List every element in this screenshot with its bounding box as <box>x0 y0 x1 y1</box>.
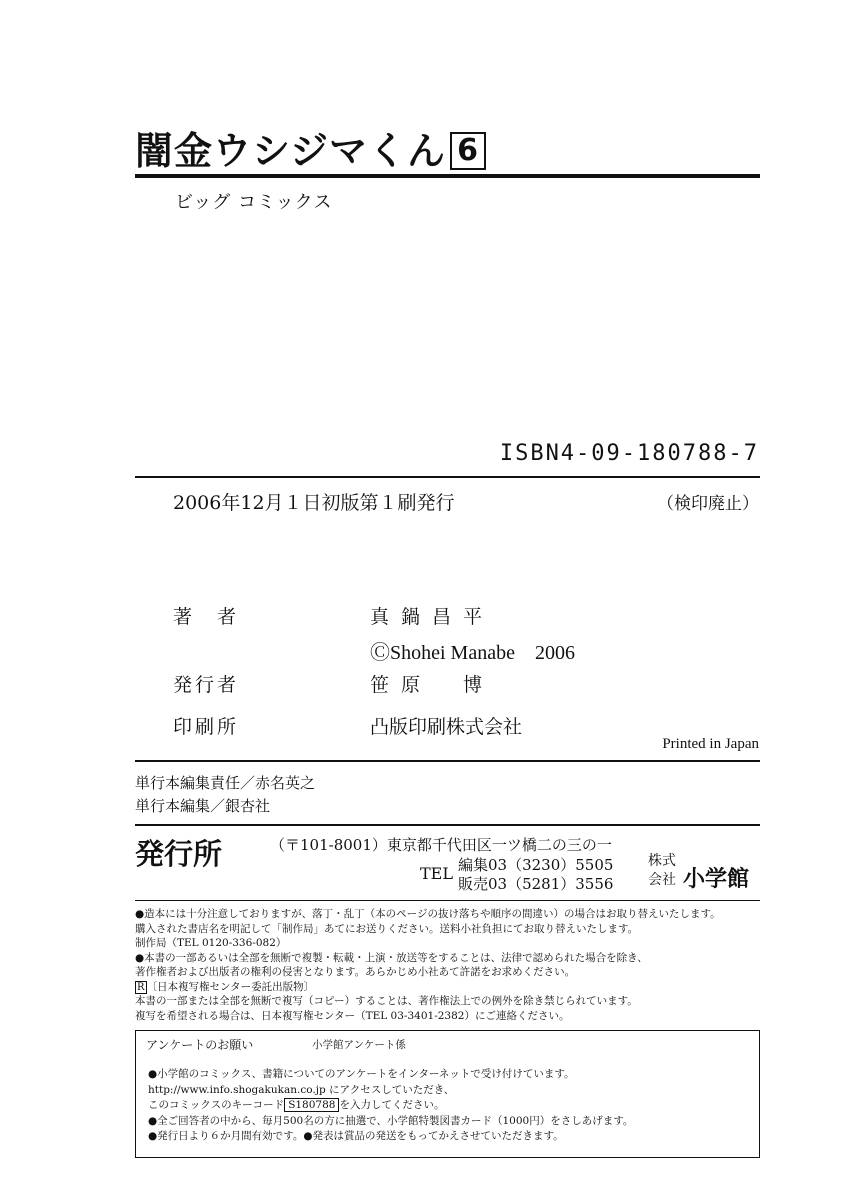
publisher-heading: 発行所 <box>135 837 223 871</box>
isbn-rule <box>135 476 760 478</box>
credits-rule <box>135 760 760 762</box>
isbn: ISBN4-09-180788-7 <box>499 441 759 466</box>
series-name: ビッグ コミックス <box>175 192 333 213</box>
printed-in-japan: Printed in Japan <box>662 736 759 752</box>
copyright-line: ⒸShohei Manabe 2006 <box>370 642 575 664</box>
notes-rule <box>135 900 760 901</box>
r-mark: R <box>137 981 145 993</box>
jrrc-label: 〔日本複写権センター委託出版物〕 <box>146 980 315 993</box>
volume-number: 6 <box>450 132 486 170</box>
publisher-rule <box>135 824 760 826</box>
note-line: ●本書の一部あるいは全部を無断で複製・転載・上演・放送等をすることは、法律で認められた場合を除き、 <box>135 951 648 964</box>
credit-label-author: 著 者 <box>173 606 240 628</box>
credit-value-publisher: 笹原 博 <box>370 674 495 696</box>
legal-notes <box>135 907 760 1023</box>
survey-line: ●発行日より６か月間有効です。●発表は賞品の発送をもってかえさせていただきます。 <box>148 1130 564 1142</box>
editor-line: 単行本編集責任／赤名英之 <box>135 774 316 792</box>
survey-line: ●小学館のコミックス、書籍についてのアンケートをインターネットで受け付けています。 <box>148 1068 575 1080</box>
credit-label-publisher: 発行者 <box>173 674 240 696</box>
survey-line: ●全ご回答者の中から、毎月500名の方に抽選で、小学館特製図書カード（1000円）をさしあげます。 <box>148 1114 634 1127</box>
phone-editorial: 編集03（3230）5505 <box>458 856 614 874</box>
book-title <box>135 120 486 175</box>
keycode-suffix: を入力してください。 <box>339 1099 445 1111</box>
corp-kaisha: 会社 <box>648 872 676 888</box>
title-rule <box>135 174 760 178</box>
survey-title: アンケートのお願い <box>146 1038 254 1052</box>
phone-sales: 販売03（5281）3556 <box>458 875 614 893</box>
key-code: S180788 <box>284 1098 339 1112</box>
note-line: 購入された書店名を明記して「制作局」あてにお送りください。送料小社負担にてお取り替えいたします。 <box>135 922 639 935</box>
publication-date: 2006年12月１日初版第１刷発行 <box>173 492 455 514</box>
note-line <box>135 980 760 995</box>
note-line: 著作権者および出版者の権利の侵害となります。あらかじめ小社あて許諾をお求めください。 <box>135 966 576 978</box>
survey-box <box>135 1030 760 1158</box>
survey-url-line: http://www.info.shogakukan.co.jp にアクセスしていただき、 <box>148 1083 455 1096</box>
note-line: 制作局（TEL 0120-336-082） <box>135 937 287 949</box>
credit-value-printer: 凸版印刷株式会社 <box>370 716 523 738</box>
note-line: 本書の一部または全部を無断で複写（コピー）することは、著作権法上での例外を除き禁じられています。 <box>135 995 638 1007</box>
survey-body <box>148 1067 748 1145</box>
publisher-name: 小学館 <box>683 867 750 892</box>
survey-line <box>148 1098 748 1114</box>
tel-label: TEL <box>420 864 453 883</box>
editor-line: 単行本編集／銀杏社 <box>135 797 271 815</box>
credit-value-author: 真鍋昌平 <box>370 606 495 628</box>
corp-kabushiki: 株式 <box>648 853 676 869</box>
stamp-note: （検印廃止） <box>657 494 759 514</box>
credit-label-printer: 印刷所 <box>173 716 240 738</box>
note-line: 複写を希望される場合は、日本複写権センター（TEL 03-3401-2382）にご連絡ください。 <box>135 1009 570 1022</box>
note-line: ●造本には十分注意しておりますが、落丁・乱丁（本のページの抜け落ちや順序の間違い）の場合はお取り替えいたします。 <box>135 908 721 920</box>
keycode-prefix: このコミックスのキーコード <box>148 1099 285 1111</box>
survey-dept: 小学館アンケート係 <box>312 1039 406 1051</box>
book-title-text: 闇金ウシジマくん <box>135 129 447 173</box>
publisher-address: （〒101-8001）東京都千代田区一ツ橋二の三の一 <box>270 836 612 854</box>
